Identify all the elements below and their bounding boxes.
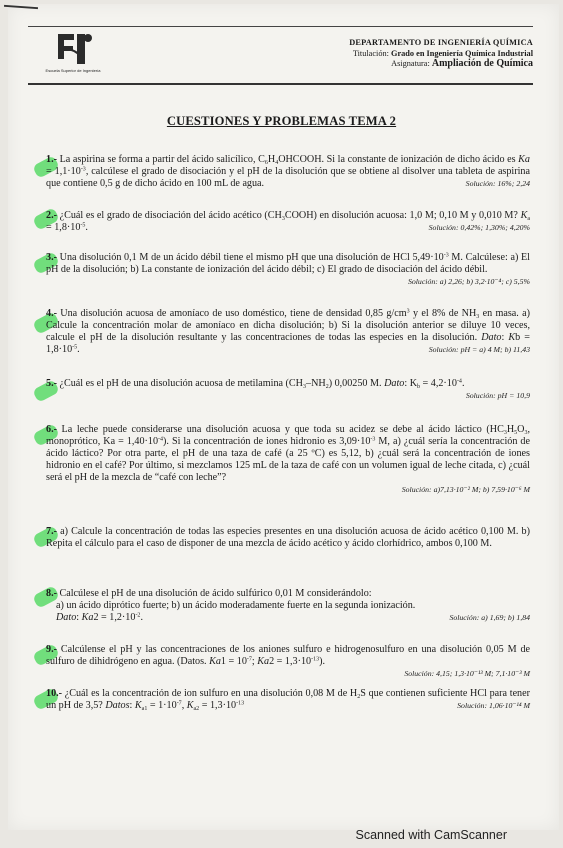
question-number: 1.- [46,154,57,165]
question-number: 2.- [46,210,57,221]
question-7: 7.- a) Calcule la concentración de todas las especies presentes en una disolución acuosa de ácido acético 0,100 M. b) Repita el cálculo para el caso de disponer de una mezcla de ácido acético y ácido clorhídrico, ambos 0,100 M. [46,526,530,549]
question-4: 4.- Una disolución acuosa de amoníaco de uso doméstico, tiene de densidad 0,85 $g/cm^3$ y el 8% de $NH_3$ en masa. a) Calcule la concentración molar de amoníaco en dicha disolución; b) Si la disolución anterior se diluye 10 veces, calcule el pH de la disolución resultante y las concentraciones de todas las especies en la disolución. Dato: $Kb = 1,8\cdot 10^{-5}$. Solución: pH = a) 4 M; b) 11,43 [46,308,531,355]
solution: Solución: 1,06·10⁻¹⁴ M [457,700,530,710]
question-number: 8.- [46,588,57,599]
question-5: 5.- ¿Cuál es el pH de una disolución acuosa de metilamina $(CH_3-NH_2)$ 0,00250 M. Dato: $K_b = 4,2\cdot 10^{-4}$. Solución: pH = 10,9 [46,378,530,400]
question-6: 6.- La leche puede considerarse una disolución acuosa y que toda su acidez se debe al ácido láctico ($HC_3H_5O_3$, monoprótico, $Ka = 1,40\cdot 10^{-4}$). Si la concentración de iones hidronio es $3,09\cdot 10^{-3}$ M, a) ¿cuál sería la concentración de ácido láctico? Por otra parte, el pH de una taza de café (a 25 ºC) es 5,12, b) ¿cuál será la concentración de iones hidronio en el café? Por último, si mezclamos 125 mL de la taza de café con un volumen igual de leche citada, c) ¿cuál será el pH de la mezcla de “café con leche”? Solución: a)7,13·10⁻² M; b) 7,59·10⁻⁶ M [46,424,530,494]
department-block [349,38,533,70]
question-number: 5.- [46,378,57,389]
question-number: 9.- [46,644,57,655]
degree-label: Titulación: [352,48,389,58]
solution: Solución: pH = 10,9 [465,390,530,400]
question-9: 9.- Calcúlense el pH y las concentraciones de los aniones sulfuro e hidrogenosulfuro en una disolución 0,05 M de sulfuro de dihidrógeno en agua. (Datos. $Ka1 = 10^{-7}$; $Ka2 = 1,3\cdot 10^{-13}$). Solución: 4,15; 1,3·10⁻¹³ M; 7,1·10⁻³ M [46,644,530,678]
subject-line [349,59,533,70]
question-number: 7.- [46,526,57,537]
question-number: 6.- [46,424,57,435]
solution: Solución: 16%; 2,24 [465,178,530,188]
question-10: 10.- ¿Cuál es la concentración de ion sulfuro en una disolución 0,08 M de $H_2S$ que contienen suficiente HCl para tener un pH de 3,5? Datos: $K_{a1} = 1\cdot 10^{-7}$, $K_{a2} = 1,3\cdot 10^{-13}$ Solución: 1,06·10⁻¹⁴ M [46,688,530,712]
solution: Solución: 4,15; 1,3·10⁻¹³ M; 7,1·10⁻³ M [404,668,530,678]
solution: Solución: a) 1,69; b) 1,84 [449,612,530,622]
header-top-line [28,26,533,27]
header-rule [28,83,533,85]
question-2: 2.- ¿Cuál es el grado de disociación del ácido acético $(CH_3COOH)$ en disolución acuosa: 1,0 M; 0,10 M y 0,010 M? $K_a = 1,8\cdot 10^{-5}$. Solución: 0,42%; 1,30%; 4,20% [46,210,531,233]
question-number: 3.- [46,252,57,263]
solution: Solución: 0,42%; 1,30%; 4,20% [428,222,530,232]
logo-caption: Escuela Superior de Ingeniería [45,68,101,73]
department-name: DEPARTAMENTO DE INGENIERÍA QUÍMICA [349,38,533,47]
scanner-watermark: Scanned with CamScanner [355,828,507,842]
question-1: 1.- La aspirina se forma a partir del ácido salicílico, $C_6H_4OHCOOH$. Si la constante de ionización de dicho ácido es $Ka = 1,1\cdot 10^{-3}$, calcúlese el grado de disociación y el pH de la disolución que se obtiene al disolver una tableta de aspirina que contiene 0,5 g de dicho ácido en 100 mL de agua. Solución: 16%; 2,24 [46,154,530,189]
subject-label: Asignatura: [391,59,430,68]
subject-value: Ampliación de Química [431,58,533,69]
question-3: 3.- Una disolución 0,1 M de un ácido débil tiene el mismo pH que una disolución de HCl $5,49\cdot 10^{-3}$ M. Calcúlese: a) El pH de la disolución; b) La constante de ionización del ácido débil; c) El grado de disociación del ácido débil. Solución: a) 2,26; b) 3,2·10⁻⁴; c) 5,5% [46,252,530,286]
question-8: 8.- Calcúlese el pH de una disolución de ácido sulfúrico 0,01 M considerándolo: a) un ácido diprótico fuerte; b) un ácido moderadamente fuerte en la segunda ionización. Dato: $Ka2 = 1,2\cdot 10^{-2}$. Solución: a) 1,69; b) 1,84 [46,588,530,623]
question-number: 10.- [46,688,63,699]
question-number: 4.- [46,308,57,319]
solution: Solución: a) 2,26; b) 3,2·10⁻⁴; c) 5,5% [407,276,530,286]
page-title: CUESTIONES Y PROBLEMAS TEMA 2 [166,114,397,128]
degree-value: Grado en Ingeniería Química Industrial [391,48,533,58]
solution: Solución: a)7,13·10⁻² M; b) 7,59·10⁻⁶ M [401,484,530,494]
solution: Solución: pH = a) 4 M; b) 11,43 [428,344,530,354]
